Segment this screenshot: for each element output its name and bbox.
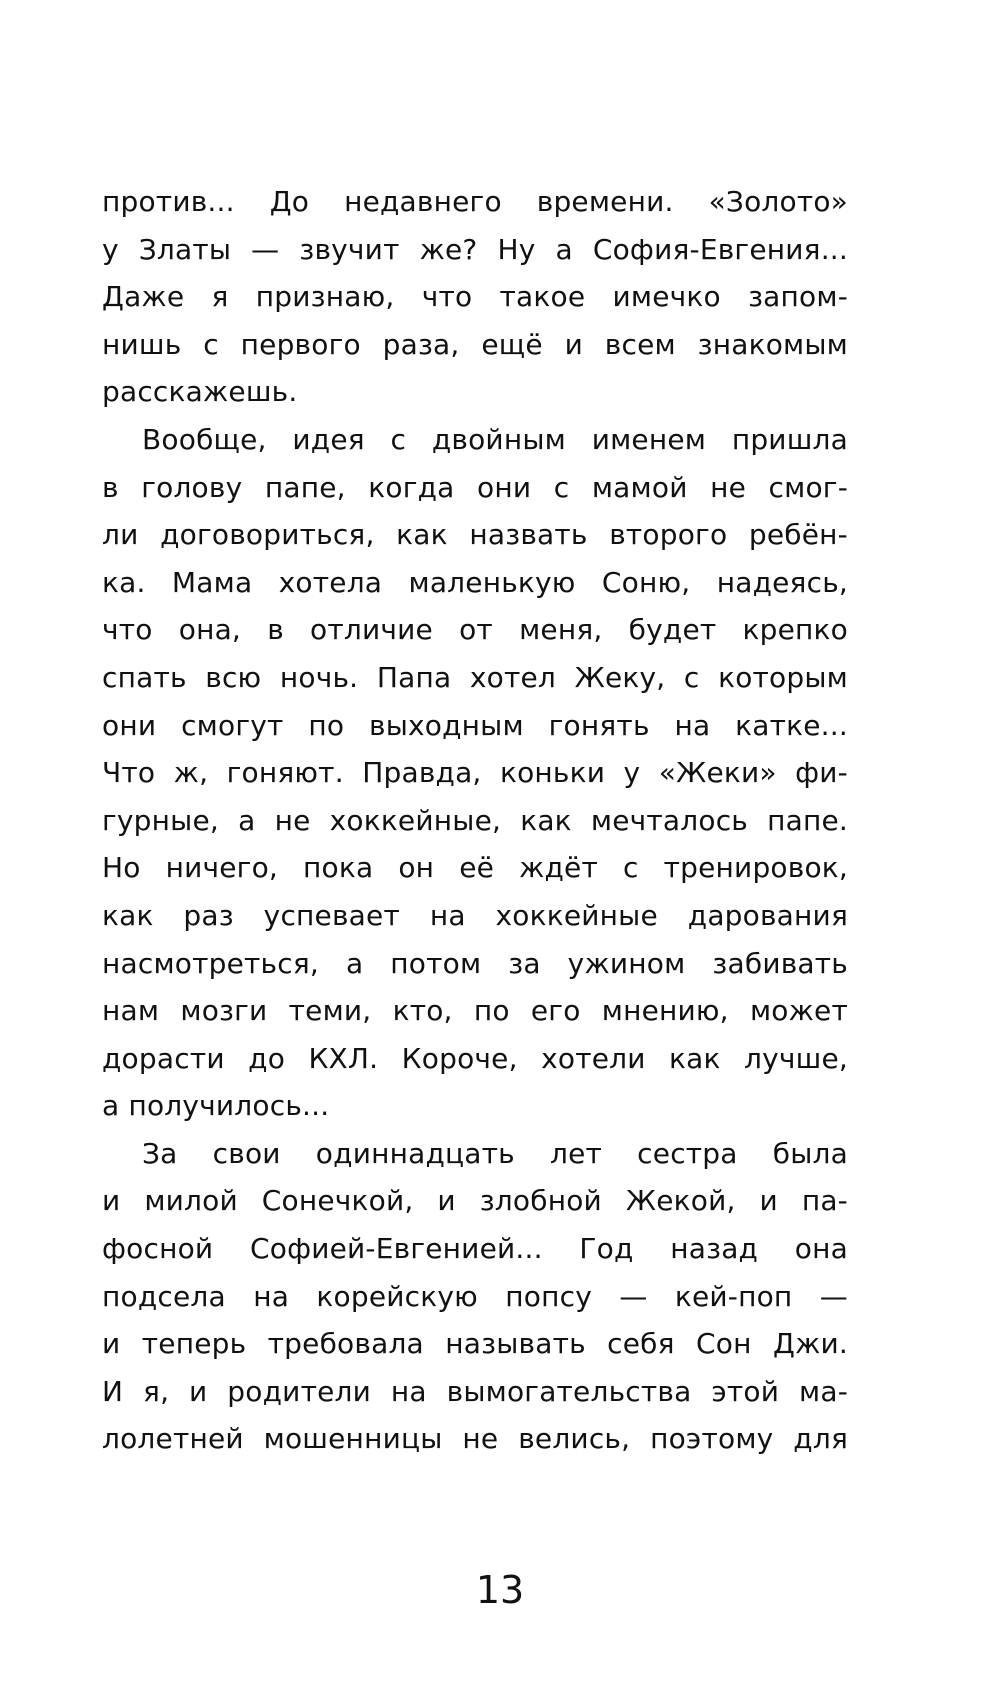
text-line: насмотреться, а потом за ужином забивать — [102, 946, 848, 980]
text-line: против... До недавнего времени. «Золото» — [102, 185, 848, 218]
text-line: а получилось... — [102, 1089, 330, 1123]
text-line: лолетней мошенницы не велись, поэтому для — [102, 1422, 848, 1456]
page-number: 13 — [475, 1568, 525, 1612]
text-line: они смогут по выходным гонять на катке... — [102, 708, 848, 742]
text-line: За свои одиннадцать лет сестра была — [142, 1136, 848, 1170]
text-line: Даже я признаю, что такое имечко запом- — [102, 280, 848, 314]
text-line: подсела на корейскую попсу — кей-поп — — [102, 1279, 848, 1313]
text-line: дорасти до КХЛ. Короче, хотели как лучше, — [102, 1041, 848, 1075]
text-line: и теперь требовала называть себя Сон Джи. — [102, 1327, 848, 1361]
text-line: как раз успевает на хоккейные дарования — [102, 898, 848, 932]
text-line: что она, в отличие от меня, будет крепко — [102, 613, 848, 647]
body-text — [102, 178, 848, 1463]
text-line: расскажешь. — [102, 375, 298, 409]
text-line: И я, и родители на вымогательства этой ма- — [102, 1374, 848, 1408]
text-line: Вообще, идея с двойным именем пришла — [142, 422, 848, 456]
text-line: у Златы — звучит же? Ну а София-Евгения... — [102, 232, 848, 266]
text-line: фосной Софией-Евгенией... Год назад она — [102, 1232, 848, 1266]
text-line: гурные, а не хоккейные, как мечталось папе. — [102, 803, 848, 837]
text-line: и милой Сонечкой, и злобной Жекой, и па- — [102, 1184, 848, 1218]
text-line: спать всю ночь. Папа хотел Жеку, с которым — [102, 660, 848, 694]
text-line: нишь с первого раза, ещё и всем знакомым — [102, 327, 848, 361]
text-line: Но ничего, пока он её ждёт с тренировок, — [102, 851, 848, 885]
text-line: ли договориться, как назвать второго ребён- — [102, 518, 848, 552]
text-line: в голову папе, когда они с мамой не смог- — [102, 470, 848, 504]
text-line: нам мозги теми, кто, по его мнению, может — [102, 994, 848, 1028]
text-line: Что ж, гоняют. Правда, коньки у «Жеки» фи- — [102, 756, 848, 790]
text-line: ка. Мама хотела маленькую Соню, надеясь, — [102, 565, 848, 599]
